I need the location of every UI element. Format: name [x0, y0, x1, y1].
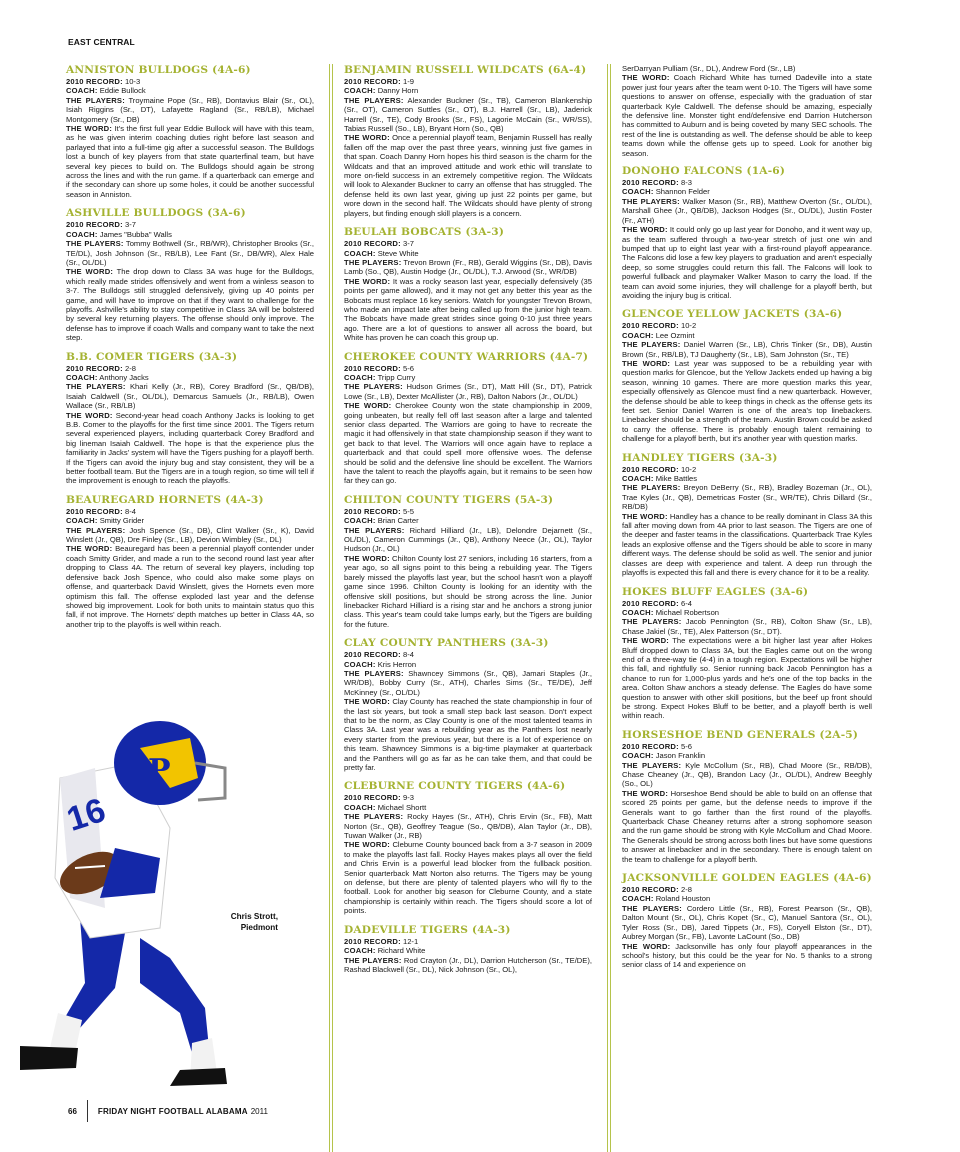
team-name: CHILTON COUNTY TIGERS (5A-3)	[344, 493, 554, 506]
team-coach: COACH: Tripp Curry	[344, 372, 416, 382]
team-coach: COACH: Smitty Grider	[66, 516, 145, 526]
team-name: DADEVILLE TIGERS (4A-3)	[344, 923, 511, 936]
team-players: THE PLAYERS: Trevon Brown (Fr., RB), Gerald Wiggins (Sr., DB), Davis Lamb (So., QB), Austin Hodge (Jr., OL/DL), T.J. Arwood (Sr., WR/DB)	[344, 257, 592, 277]
team-coach: COACH: Shannon Felder	[622, 187, 710, 197]
team-word: THE WORD: Beauregard has been a perennial playoff contender under coach Smitty Grider, and made a run to the second round last year after dropping to Class 4A. The return of several key players, including top defensive back Josh Spence, who could also make some plays on offense, and quarterback David Winslett, gives the Hornets even more optimism this fall. The offense exploded last year and the defense showed big improvement. Look for both units to maintain status quo this fall, if not improve. The Hornets' depth matches up better in Class 4A, so another trip to the playoffs is well within reach.	[66, 544, 314, 629]
team-record: 2010 RECORD: 10-2	[622, 321, 697, 331]
team-record: 2010 RECORD: 5-5	[344, 506, 414, 516]
team-coach: COACH: Danny Horn	[344, 86, 419, 96]
team-block	[622, 165, 872, 300]
team-players: THE PLAYERS: Cordero Little (Sr., RB), Forest Pearson (Sr., QB), Dalton Mount (Sr., OL), Chris Kopet (Sr., C), Manuel Santora (Sr., OL), Tyler Ross (Sr., DB), Jared Tippets (Jr., FS), Coryell Elston (Sr., DT), Aubrey Morgan (Sr., FB), Lavonte LaCount (So., DB)	[622, 903, 872, 942]
team-block	[344, 780, 592, 915]
team-record: 2010 RECORD: 10-2	[622, 464, 697, 474]
section-label: EAST CENTRAL	[68, 37, 135, 47]
team-record: 2010 RECORD: 9-3	[344, 793, 414, 803]
team-name: ANNISTON BULLDOGS (4A-6)	[66, 64, 251, 76]
team-record: 2010 RECORD: 5-6	[344, 363, 414, 373]
team-word: THE WORD: Cherokee County won the state championship in 2009, going unbeaten, but really fell off last season after a large and talented senior class departed. The Warriors are going to have to recreate the magic it had offensively in that state championship season if they want to get back to that level. The Warriors will once again have to replace a quarterback and that could spell more offensive woes. The defense should be solid and the defensive line should be excellent. The Warriors have the talent to reach the playoffs again, but it remains to be seen how far they can go.	[344, 401, 592, 486]
team-word: THE WORD: It was a rocky season last year, especially defensively (35 points per game allowed), and it may not get any better this year as the Bobcats must replace 16 key seniors. Watch for youngster Trevon Brown, who made an impact late after being called up from the junior high team. The Bobcats have made great strides since going 0-10 just three years ago. There are a lot of questions to answer all across the board, but White has proven he can coach this group up.	[344, 276, 592, 343]
team-block	[622, 872, 872, 970]
team-block	[622, 729, 872, 864]
team-name: ASHVILLE BULLDOGS (3A-6)	[66, 207, 246, 220]
team-block	[622, 586, 872, 721]
team-block	[344, 226, 592, 342]
team-word: THE WORD: Second-year head coach Anthony Jacks is looking to get B.B. Comer to the playoffs for the first time since 2001. The Tigers return several experienced players, including quarterback Corey Bradford and big lineman Isaiah Caldwell. The hope is that the experience plus the familiarity in Jacks' system will have the Tigers pushing for a playoff berth. If the Tigers can avoid the injury bug and stay consistent, they will be a better football team. But the Tigers are in a tough region, so time will tell if the improvement is enough to reach the playoffs.	[66, 410, 314, 486]
team-players: THE PLAYERS: Jacob Pennington (Sr., RB), Colton Shaw (Sr., LB), Chase Jakiel (Sr., TE), Alex Patterson (Sr., DT).	[622, 617, 872, 636]
publication-year: 2011	[250, 1106, 268, 1116]
team-coach: COACH: Richard White	[344, 946, 426, 956]
player-photo	[20, 708, 230, 1088]
team-record: 2010 RECORD: 12-1	[344, 936, 419, 946]
team-players: THE PLAYERS: Daniel Warren (Sr., LB), Chris Tinker (Sr., DB), Austin Brown (Sr., RB/LB), TJ Daugherty (Sr., LB), Sam Johnston (Sr., TE)	[622, 340, 872, 359]
team-coach: COACH: Kris Herron	[344, 659, 417, 669]
team-coach: COACH: Michael Shortt	[344, 802, 427, 812]
team-word: THE WORD: Coach Richard White has turned Dadeville into a state power just four years after the team went 0-10. The Tigers will have some questions to answer on offense, especially with the graduation of star quarterback Kyle Caldwell. The defense should be amazing, especially the defensive line. Monster tight end/defensive end Darrion Hutcherson has committed to Auburn and is being coveted by many SEC schools. The rest of the line is outstanding as well. The defense should be able to keep teams down while the offense gets up to speed. Look for another big season.	[622, 73, 872, 158]
team-word: THE WORD: Clay County has reached the state championship in four of the last six years, but took a small step back last season. Don't expect that to be the norm, as Clay County is one of the most talented teams in Class 3A. Last year was a rebuilding year as the Panthers lost nearly every starter from the previous year, but there is a lot of experience on this team. Shawncey Simmons is a big-time playmaker at quarterback and the Panthers will go as far as he can take them, and that could be pretty far.	[344, 697, 592, 772]
column-1	[66, 64, 314, 637]
team-name: BEULAH BOBCATS (3A-3)	[344, 226, 505, 239]
team-players: SerDarryan Pulliam (Sr., DL), Andrew Ford (Sr., LB)	[622, 64, 796, 73]
team-players: THE PLAYERS: Shawncey Simmons (Sr., QB), Jamari Staples (Jr., WR/DB), Bobby Curry (Sr., ATH), Charles Sims (Sr., TE/DE), Jeff McKinney (Sr., OL/DL)	[344, 668, 592, 697]
team-players: THE PLAYERS: Rocky Hayes (Sr., ATH), Chris Ervin (Sr., FB), Matt Norton (Sr., QB), Geoffrey Teague (So., QB/DB), Alan Taylor (Jr., DB), Tuwan Walker (Jr., RB)	[344, 812, 592, 841]
footer-divider	[87, 1100, 88, 1122]
team-name: CLAY COUNTY PANTHERS (3A-3)	[344, 637, 549, 650]
team-coach: COACH: Lee Ozmint	[622, 330, 695, 340]
team-players: THE PLAYERS: Troymaine Pope (Sr., RB), Dontavius Blair (Sr., OL), Isiah Riggins (Sr., DT), Lafayette Ragland (Sr., RB/LB), Michael Montgomery (Sr., DB)	[66, 95, 314, 124]
team-word: THE WORD: Chilton County lost 27 seniors, including 16 starters, from a year ago, so all signs point to this being a rebuilding year. The Tigers barely missed the playoffs last year, but the school hasn't won a playoff game since 1996. Chilton County is looking for an identity with the offensive skill positions, but should be strong across the line. Junior linebacker Richard Hilliard is a rising star and he anchors a strong junior class. This year's team could take lumps early, but the Tigers are building for the future.	[344, 553, 592, 629]
team-record: 2010 RECORD: 3-7	[66, 220, 136, 230]
team-name: JACKSONVILLE GOLDEN EAGLES (4A-6)	[622, 872, 872, 885]
team-block	[344, 351, 592, 486]
team-record: 2010 RECORD: 2-8	[622, 885, 692, 895]
team-players: THE PLAYERS: Breyon DeBerry (Sr., RB), Bradley Bozeman (Jr., OL), Trae Kyles (Jr., QB), Demetricas Foster (Sr., WR/TE), Chris Dillard (Sr., RB/DB)	[622, 483, 872, 512]
team-name: BEAUREGARD HORNETS (4A-3)	[66, 493, 264, 506]
team-coach: COACH: Steve White	[344, 248, 419, 258]
team-word: THE WORD: The drop down to Class 3A was huge for the Bulldogs, which really made strides offensively and went from a winless season to 3-7. The Bulldogs still struggled defensively, giving up 40 points per game, and will have to improve on that if they want to challenge for the playoffs. Ashville's ability to stay competitive in Class 3A will be bolstered by several key returning players. The offense should only improve. The defense has to improve if coach Walls and company want to take the next step.	[66, 267, 314, 343]
team-record: 2010 RECORD: 8-4	[66, 506, 136, 516]
team-name: CLEBURNE COUNTY TIGERS (4A-6)	[344, 780, 566, 793]
page-number: 66	[68, 1106, 77, 1116]
team-players: THE PLAYERS: Kyle McCollum (Sr., RB), Chad Moore (Sr., RB/DB), Chase Cheaney (Jr., QB), Brandon Lacy (Jr., OL/DL), Andrew Beeghly (So., OL)	[622, 760, 872, 789]
team-coach: COACH: James "Bubba" Walls	[66, 229, 172, 239]
team-name: HORSESHOE BEND GENERALS (2A-5)	[622, 728, 859, 741]
team-block	[66, 494, 314, 629]
team-block	[344, 637, 592, 772]
jersey-number: 16	[62, 790, 111, 839]
team-name: BENJAMIN RUSSELL WILDCATS (6A-4)	[344, 64, 587, 76]
helmet-logo: P	[148, 753, 171, 788]
publication-name: FRIDAY NIGHT FOOTBALL ALABAMA	[97, 1106, 248, 1116]
team-word: THE WORD: It could only go up last year for Donoho, and it went way up, as the team suffered through a two-year stretch of just one win and bumped that up to eight last year with a first-round playoff appearance. The Falcons did lose a few key players to graduation and aren't especially deep, so some struggles could return this fall. The Falcons will look to powerful fullback and playmaker Walker Mason to carry the load. If the team can avoid some injuries, they will challenge for a playoff berth, but avoiding the injury bug is critical.	[622, 225, 872, 300]
team-name: B.B. COMER TIGERS (3A-3)	[66, 350, 238, 363]
team-block	[344, 64, 592, 218]
photo-caption: Chris Strott, Piedmont	[230, 912, 278, 932]
team-record: 2010 RECORD: 10-3	[66, 77, 141, 86]
team-coach: COACH: Anthony Jacks	[66, 372, 149, 382]
team-name: GLENCOE YELLOW JACKETS (3A-6)	[622, 308, 843, 321]
team-word: THE WORD: The expectations were a bit higher last year after Hokes Bluff dropped down to Class 3A, but the Eagles came out on the wrong end of a three-way tie (4-4) in a tough region. Expectations will be higher this fall, and rightfully so. Senior running back Jacob Pennington has a chance to run for 1,000-plus yards and he's one of the top backs in the area. Colton Shaw anchors a steady defense. The Eagles do have some question to answer with other skill positions, but the beef up front should be strong. Expect Hokes Bluff to be better, and a playoff berth is well within reach.	[622, 636, 872, 721]
team-block	[66, 351, 314, 486]
team-block	[344, 924, 592, 975]
team-record: 2010 RECORD: 6-4	[622, 598, 692, 608]
column-divider	[329, 64, 333, 1152]
team-players: THE PLAYERS: Josh Spence (Sr., DB), Clint Walker (Sr., K), David Winslett (Jr., QB), Dre Finley (Sr., LB), Devion Wimbley (Sr., DL)	[66, 525, 314, 545]
team-word: THE WORD: Last year was supposed to be a rebuilding year with question marks for Glencoe, but the Yellow Jackets ended up having a big season, winning 10 games. There are more question marks this year, especially offensively as Glencoe must find a new quarterback. However, the defense should be able to keep things in check as the offense gets its feet set. Senior Daniel Warren is one of the area's top linebackers. Linebacker should be a strength of the team. Austin Brown could be asked to carry the offense. There is probably enough talent remaining to challenge for a playoff berth, but it's another year with question marks.	[622, 358, 872, 444]
team-players: THE PLAYERS: Richard Hilliard (Jr., LB), Delondre Dejarnett (Sr., OL/DL), Cameron Cummings (Jr., QB), Anthony Neece (Jr., OL), Taylor Hudson (Jr., OL)	[344, 525, 592, 554]
team-word: THE WORD: Cleburne County bounced back from a 3-7 season in 2009 to make the playoffs last fall. Rocky Hayes makes plays all over the field and Chris Ervin is a powerful lead blocker from the fullback position. Senior quarterback Matt Norton also returns. The Tigers may be young on defense, but there are plenty of talented players who will fly to the football. Look for another big season for Cleburne County, and a state championship is certainly within reach. The Tigers should score a lot of points.	[344, 840, 593, 916]
team-coach: COACH: Eddie Bullock	[66, 86, 146, 96]
team-coach: COACH: Jason Franklin	[622, 751, 706, 761]
team-word: THE WORD: Once a perennial playoff team, Benjamin Russell has really fallen off the map over the past three years, winning just five games in that span. Coach Danny Horn hopes his third season is the charm for the Wildcats and that an improved attitude and work ethic will translate to more on-field success in an extremely competitive region. The Wildcats will look to Alexander Buckner to carry an offense that has struggled. The defense held its own last year, giving up just 22 points per game, but wore down in the second half. The Wildcats should have plenty of strong players, but finding enough skill players is a concern.	[344, 133, 592, 218]
team-name: HOKES BLUFF EAGLES (3A-6)	[622, 585, 809, 598]
team-name: DONOHO FALCONS (1A-6)	[622, 165, 786, 178]
team-name: CHEROKEE COUNTY WARRIORS (4A-7)	[344, 350, 589, 363]
team-record: 2010 RECORD: 2-8	[66, 363, 136, 373]
team-record: 2010 RECORD: 8-3	[622, 178, 692, 188]
team-players: THE PLAYERS: Walker Mason (Sr., RB), Matthew Overton (Sr., OL/DL), Marshall Ghee (Jr., QB/DB), Jackson Hodges (Sr., OL/DL), Justin Foster (Fr., ATH)	[622, 196, 872, 225]
team-record: 2010 RECORD: 3-7	[344, 239, 414, 249]
team-players: THE PLAYERS: Khari Kelly (Jr., RB), Corey Bradford (Sr., QB/DB), Isaiah Caldwell (Sr., OL/DL), Demarcus Samuels (Jr., RB/LB), Owen Wallace (Sr., RB/LB)	[66, 382, 314, 411]
team-word: THE WORD: Handley has a chance to be really dominant in Class 3A this fall after moving down from 4A prior to last season. The Tigers are one of the deeper and faster teams in the classifications. Quarterback Trae Kyles leads an explosive offense and the Tigers should be able to score in many different ways. The defense should be solid as well. The senior and junior classes are deep with experience and talent. A deep run through the playoffs is expected this fall and there is every chance for it to be a reality.	[622, 511, 872, 578]
team-players: THE PLAYERS: Tommy Bothwell (Sr., RB/WR), Christopher Brooks (Sr., TE/DL), Josh Johnson (Sr., RB/LB), Lee Fant (Sr., DB/WR), Alex Hale (Sr., OL/DL)	[66, 239, 314, 267]
team-block	[622, 452, 872, 578]
team-word: THE WORD: Horseshoe Bend should be able to build on an offense that scored 25 points per game, but the defense needs to improve if the Generals want to go farther than the first round of the playoffs. Quarterback Chase Cheaney returns after a strong sophomore season and the run game should be strong with Kyle McCollum and Chad Moore. The Generals should be strong across both lines but have some questions to answer at linebacker and in the secondary. There is enough talent on the team to challenge for a playoff berth.	[622, 788, 872, 864]
team-block	[344, 494, 592, 629]
team-players: THE PLAYERS: Hudson Grimes (Sr., DT), Matt Hill (Sr., DT), Patrick Lowe (Sr., LB), Dexter McAllister (Jr., RB), Dalton Nabors (Jr., OL/DL)	[344, 382, 592, 401]
team-coach: COACH: Roland Houston	[622, 894, 711, 904]
team-word: THE WORD: It's the first full year Eddie Bullock will have with this team, as he was given interim coaching duties right before last season and parlayed that into a full-time gig after a successful season. The Bulldogs lost a bunch of key players from that state quarterfinal team, but have several key pieces to build on. The Bulldogs should again be strong across the lines and with the run game. If a quarterback can emerge and if the secondary can shore up some holes, it could be another successful season in Anniston.	[66, 124, 314, 199]
team-name: HANDLEY TIGERS (3A-3)	[622, 451, 778, 464]
column-2	[344, 64, 592, 982]
team-record: 2010 RECORD: 8-4	[344, 650, 414, 660]
team-record: 2010 RECORD: 5-6	[622, 741, 692, 751]
team-block	[66, 64, 314, 199]
team-record: 2010 RECORD: 1-9	[344, 77, 414, 86]
column-3	[622, 64, 872, 978]
team-block	[66, 207, 314, 342]
team-word: THE WORD: Jacksonville has only four playoff appearances in the school's history, but this could be the year for No. 5 thanks to a strong senior class of 14 and experience on	[622, 941, 872, 970]
team-coach: COACH: Michael Robertson	[622, 607, 720, 617]
team-block	[622, 308, 872, 443]
team-coach: COACH: Mike Battles	[622, 474, 698, 484]
team-players: THE PLAYERS: Alexander Buckner (Sr., TB), Cameron Blankenship (Sr., OT), Cameron Suttles (Sr., OT), B.J. Harrell (Sr., LB), Jaderick Harrell (Sr., TE), Cody Brooks (Sr., FS), Lagorie McCain (Sr., WR/SS), Tabias Russell (So., LB), Bryant Horn (So., QB)	[344, 95, 592, 134]
team-players: THE PLAYERS: Rod Crayton (Jr., DL), Darrion Hutcherson (Sr., TE/DE), Rashad Blackwell (Sr., DL), Nick Johnson (Sr., OL),	[344, 955, 592, 974]
page-footer	[68, 1100, 268, 1122]
column-divider	[607, 64, 611, 1152]
team-coach: COACH: Brian Carter	[344, 516, 419, 526]
